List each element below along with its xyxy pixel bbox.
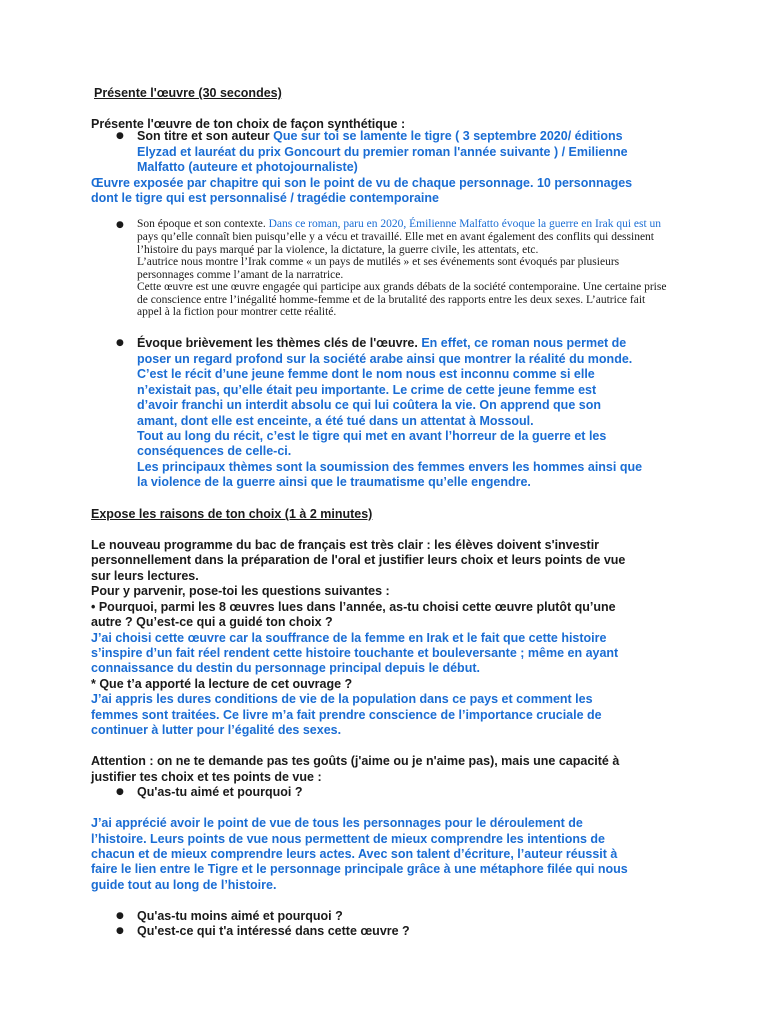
question-moins-aime: Qu'as-tu moins aimé et pourquoi ? — [137, 909, 343, 923]
answer-line: femmes sont traitées. Ce livre m’a fait prendre conscience de l’importance cruciale de — [91, 708, 602, 722]
bullet-label: Son époque et son contexte. — [137, 218, 269, 230]
attention-line: justifier tes choix et tes points de vue : — [91, 770, 322, 784]
question-line: * Que t’a apporté la lecture de cet ouvrage ? — [91, 677, 353, 691]
answer-line: J’ai choisi cette œuvre car la souffrance de la femme en Irak et le fait que cette histoire — [91, 631, 607, 645]
question-line: autre ? Qu’est-ce qui a guidé ton choix ? — [91, 615, 333, 629]
themes-line: conséquences de celle-ci. — [137, 444, 292, 458]
answer-line: faire le lien entre le Tigre et le personnage principale grâce à une métaphore filée qui nous — [91, 862, 628, 876]
oeuvre-line: Œuvre exposée par chapitre qui son le point de vu de chaque personnage. 10 personnages — [91, 176, 633, 190]
intro-line: Présente l'œuvre de ton choix de façon synthétique : — [91, 117, 406, 131]
section-heading-expose: Expose les raisons de ton choix (1 à 2 minutes) — [91, 507, 373, 521]
oeuvre-line: dont le tigre qui est personnalisé / tragédie contemporaine — [91, 191, 439, 205]
bullet-dot: ● — [116, 926, 124, 936]
attention-line: Attention : on ne te demande pas tes goûts (j'aime ou je n'aime pas), mais une capacité à — [91, 754, 620, 768]
themes-text: En effet, ce roman nous permet de — [421, 336, 627, 350]
epoque-line: pays qu’elle connaît bien puisqu’elle y a vécu et travaillé. Elle met en avant également des conflits qui dessinent — [137, 231, 655, 243]
bullet-themes — [137, 336, 626, 352]
epoque-line: Cette œuvre est une œuvre engagée qui participe aux grands débats de la société contemporaine. Une certaine prise — [137, 281, 667, 293]
themes-line: C’est le récit d’une jeune femme dont le nom nous est inconnu comme si elle — [137, 367, 595, 381]
bullet-title-author — [137, 129, 623, 145]
themes-line: n’existait pas, qu’elle était peu importante. Le crime de cette jeune femme est — [137, 383, 597, 397]
bullet-label: Évoque brièvement les thèmes clés de l'œuvre. — [137, 336, 422, 350]
bullet-dot: ● — [116, 220, 124, 230]
bullet-dot: ● — [116, 911, 124, 921]
bullet-label: Son titre et son auteur — [137, 129, 274, 143]
bullet-dot: ● — [116, 338, 124, 348]
epoque-line: de conscience entre l’inégalité homme-femme et de la brutalité des rapports entre les deux sexes. L’autrice fait — [137, 294, 646, 306]
answer-line: continuer à lutter pour l’égalité des sexes. — [91, 723, 342, 737]
answer-line: s’inspire d’un fait réel rendent cette histoire touchante et bouleversante ; même en ayant — [91, 646, 619, 660]
epoque-line: personnages comme l’amant de la narratrice. — [137, 269, 344, 281]
epoque-line: l’histoire du pays marqué par la violence, la dictature, la guerre civile, les attentats, etc. — [137, 244, 539, 256]
bullet-dot: ● — [116, 787, 124, 797]
bullet-dot: ● — [116, 131, 124, 141]
paragraph-line: Pour y parvenir, pose-toi les questions suivantes : — [91, 584, 390, 598]
epoque-line: appel à la fiction pour montrer cette réalité. — [137, 306, 337, 318]
answer-line: l’histoire. Leurs points de vue nous permettent de mieux comprendre les intentions de — [91, 832, 605, 846]
paragraph-line: personnellement dans la préparation de l'oral et justifier leurs choix et leurs points de vue — [91, 553, 626, 567]
bullet-epoque — [137, 218, 661, 231]
question-line: • Pourquoi, parmi les 8 œuvres lues dans l’année, as-tu choisi cette œuvre plutôt qu’une — [91, 600, 616, 614]
question-interesse: Qu'est-ce qui t'a intéressé dans cette œuvre ? — [137, 924, 410, 938]
themes-line: la violence de la guerre ainsi que le traumatisme qu’elle engendre. — [137, 475, 531, 489]
question-aime: Qu'as-tu aimé et pourquoi ? — [137, 785, 303, 799]
themes-line: poser un regard profond sur la société arabe ainsi que montrer la réalité du monde. — [137, 352, 633, 366]
title-text-line: Malfatto (auteure et photojournaliste) — [137, 160, 358, 174]
title-text-line: Elyzad et lauréat du prix Goncourt du premier roman l'année suivante ) / Emilienne — [137, 145, 628, 159]
themes-line: d’avoir franchi un interdit absolu ce qui lui coûtera la vie. On apprend que son — [137, 398, 601, 412]
answer-line: J’ai apprécié avoir le point de vue de tous les personnages pour le déroulement de — [91, 816, 583, 830]
section-heading-presente: Présente l'œuvre (30 secondes) — [94, 86, 282, 100]
epoque-line: L’autrice nous montre l’Irak comme « un pays de mutilés » et ses événements sont évoqués par plusieurs — [137, 256, 620, 268]
answer-line: J’ai appris les dures conditions de vie de la population dans ce pays et comment les — [91, 692, 593, 706]
answer-line: chacun et de mieux comprendre leurs actes. Avec son talent d’écriture, l’auteur réussit à — [91, 847, 618, 861]
paragraph-line: sur leurs lectures. — [91, 569, 199, 583]
answer-line: guide tout au long de l’histoire. — [91, 878, 277, 892]
themes-line: Tout au long du récit, c’est le tigre qui met en avant l’horreur de la guerre et les — [137, 429, 607, 443]
epoque-text: Dans ce roman, paru en 2020, Émilienne Malfatto évoque la guerre en Irak qui est un — [268, 218, 662, 230]
paragraph-line: Le nouveau programme du bac de français est très clair : les élèves doivent s'investir — [91, 538, 600, 552]
themes-line: Les principaux thèmes sont la soumission des femmes envers les hommes ainsi que — [137, 460, 643, 474]
title-text: Que sur toi se lamente le tigre ( 3 septembre 2020/ éditions — [273, 129, 623, 143]
answer-line: connaissance du destin du personnage principal depuis le début. — [91, 661, 480, 675]
themes-line: amant, dont elle est enceinte, a été tué dans un attentat à Mossoul. — [137, 414, 534, 428]
